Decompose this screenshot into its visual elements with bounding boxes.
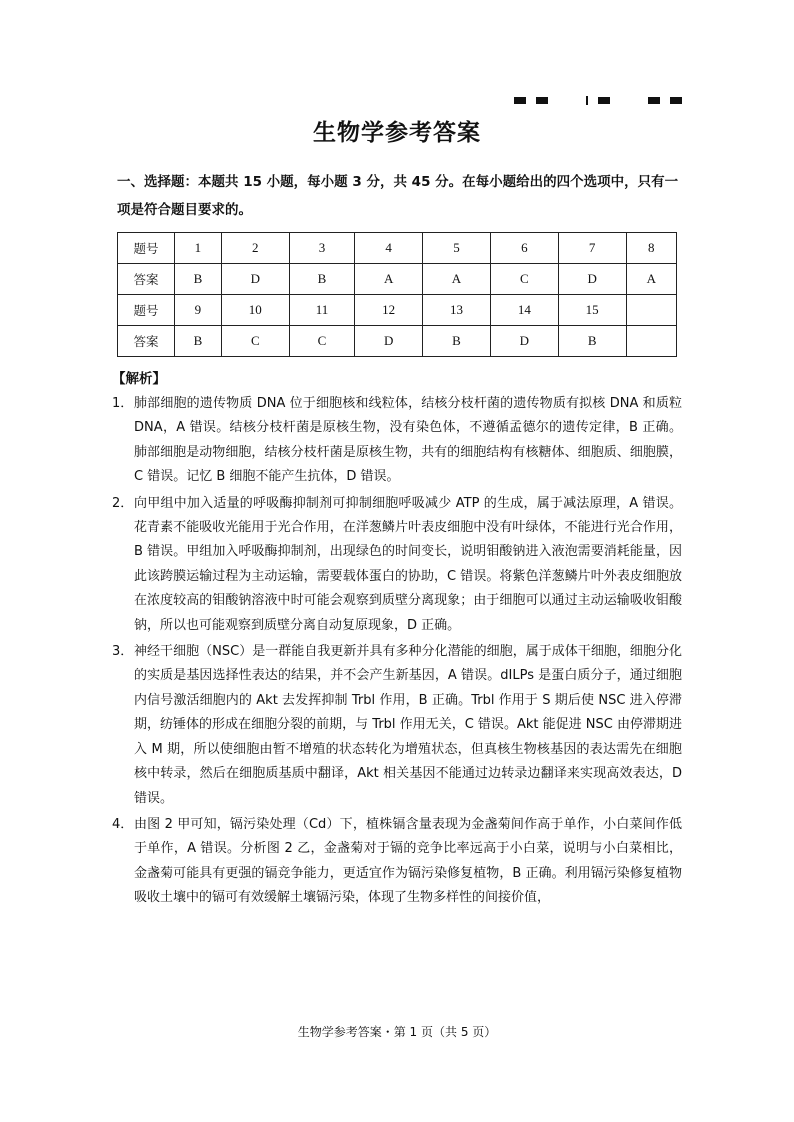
table-cell: 9 bbox=[175, 295, 222, 326]
section-instructions: 一、选择题：本题共 15 小题，每小题 3 分，共 45 分。在每小题给出的四个选项中，只有一项是符合题目要求的。 bbox=[117, 174, 679, 218]
table-row bbox=[118, 233, 677, 264]
table-row-header: 题号 bbox=[118, 295, 175, 326]
item-text: 由图 2 甲可知，镉污染处理（Cd）下，植株镉含量表现为金盏菊间作高于单作，小白菜间作低于单作，A 错误。分析图 2 乙，金盏菊对于镉的竞争比率远高于小白菜，说明与小白菜相比，金盏菊可能具有更强的镉竞争能力，更适宜作为镉污染修复植物，B 正确。利用镉污染修复植物吸收土壤中的镉可有效缓解土壤镉污染，体现了生物多样性的间接价值， bbox=[134, 816, 682, 906]
table-cell: D bbox=[355, 326, 423, 357]
table-cell: 5 bbox=[423, 233, 491, 264]
item-text: 神经干细胞（NSC）是一群能自我更新并具有多种分化潜能的细胞，属于成体干细胞，细胞分化的实质是基因选择性表达的结果，并不会产生新基因，A 错误。dILPs 是蛋白质分子，通过细胞内信号激活细胞内的 Akt 去发挥抑制 Trbl 作用，B 正确。Trbl 作用于 S 期后使 NSC 进入停滞期，纺锤体的形成在细胞分裂的前期，与 Trbl 作用无关，C 错误。Akt 能促进 NSC 由停滞期进入 M 期，所以使细胞由暂不增殖的状态转化为增殖状态，但真核生物核基因的表达需先在细胞核中转录，然后在细胞质基质中翻译，Akt 相关基因不能通过边转录边翻译来实现高效表达，D 错误。 bbox=[134, 644, 682, 806]
table-cell: C bbox=[289, 326, 355, 357]
analysis-item bbox=[112, 492, 682, 638]
answer-table bbox=[117, 232, 677, 357]
page-footer: 生物学参考答案・第 1 页（共 5 页） bbox=[297, 1025, 497, 1039]
table-row bbox=[118, 326, 677, 357]
table-row-header: 答案 bbox=[118, 264, 175, 295]
header-mark bbox=[648, 97, 660, 104]
table-cell: D bbox=[490, 326, 558, 357]
table-cell: 13 bbox=[423, 295, 491, 326]
table-cell: 11 bbox=[289, 295, 355, 326]
table-cell: C bbox=[490, 264, 558, 295]
header-marks bbox=[514, 96, 682, 105]
table-cell: 3 bbox=[289, 233, 355, 264]
table-cell: 14 bbox=[490, 295, 558, 326]
header-mark bbox=[586, 96, 588, 105]
table-cell: 12 bbox=[355, 295, 423, 326]
item-number: 2． bbox=[112, 495, 134, 511]
analysis-heading: 【解析】 bbox=[112, 371, 166, 387]
table-cell: 4 bbox=[355, 233, 423, 264]
table-cell: B bbox=[175, 264, 222, 295]
table-cell: 2 bbox=[221, 233, 289, 264]
table-cell bbox=[626, 326, 676, 357]
page-title: 生物学参考答案 bbox=[313, 120, 481, 146]
table-row bbox=[118, 264, 677, 295]
table-row-header: 答案 bbox=[118, 326, 175, 357]
table-cell: D bbox=[221, 264, 289, 295]
table-cell: A bbox=[423, 264, 491, 295]
header-mark bbox=[598, 97, 610, 104]
table-cell: D bbox=[558, 264, 626, 295]
item-text: 肺部细胞的遗传物质 DNA 位于细胞核和线粒体，结核分枝杆菌的遗传物质有拟核 DNA 和质粒 DNA，A 错误。结核分枝杆菌是原核生物，没有染色体，不遵循孟德尔的遗传定律，B 正确。肺部细胞是动物细胞，结核分枝杆菌是原核生物，共有的细胞结构有核糖体、细胞质、细胞膜，C 错误。记忆 B 细胞不能产生抗体，D 错误。 bbox=[134, 396, 682, 485]
analysis-item bbox=[112, 640, 682, 811]
item-number: 1． bbox=[112, 396, 134, 411]
analysis-list bbox=[112, 392, 682, 913]
header-mark bbox=[536, 97, 548, 104]
table-cell: 10 bbox=[221, 295, 289, 326]
table-cell: 15 bbox=[558, 295, 626, 326]
table-cell: B bbox=[289, 264, 355, 295]
item-number: 3． bbox=[112, 644, 134, 660]
table-cell: A bbox=[355, 264, 423, 295]
header-mark bbox=[670, 97, 682, 104]
table-cell: A bbox=[626, 264, 676, 295]
table-cell: B bbox=[423, 326, 491, 357]
table-row-header: 题号 bbox=[118, 233, 175, 264]
header-mark bbox=[514, 97, 526, 104]
analysis-item bbox=[112, 392, 682, 490]
analysis-item bbox=[112, 813, 682, 911]
table-cell: 1 bbox=[175, 233, 222, 264]
item-text: 向甲组中加入适量的呼吸酶抑制剂可抑制细胞呼吸减少 ATP 的生成，属于减法原理，A 错误。花青素不能吸收光能用于光合作用，在洋葱鳞片叶表皮细胞中没有叶绿体，不能进行光合作用，B 错误。甲组加入呼吸酶抑制剂，出现绿色的时间变长，说明钼酸钠进入液泡需要消耗能量，因此该跨膜运输过程为主动运输，需要载体蛋白的协助，C 错误。将紫色洋葱鳞片叶外表皮细胞放在浓度较高的钼酸钠溶液中时可能会观察到质壁分离现象；由于细胞可以通过主动运输吸收钼酸钠，所以也可能观察到质壁分离自动复原现象，D 正确。 bbox=[134, 495, 682, 633]
table-row bbox=[118, 295, 677, 326]
table-cell: C bbox=[221, 326, 289, 357]
table-cell: B bbox=[175, 326, 222, 357]
table-cell: 6 bbox=[490, 233, 558, 264]
item-number: 4． bbox=[112, 816, 134, 832]
table-cell: 8 bbox=[626, 233, 676, 264]
table-cell: 7 bbox=[558, 233, 626, 264]
table-cell bbox=[626, 295, 676, 326]
table-cell: B bbox=[558, 326, 626, 357]
